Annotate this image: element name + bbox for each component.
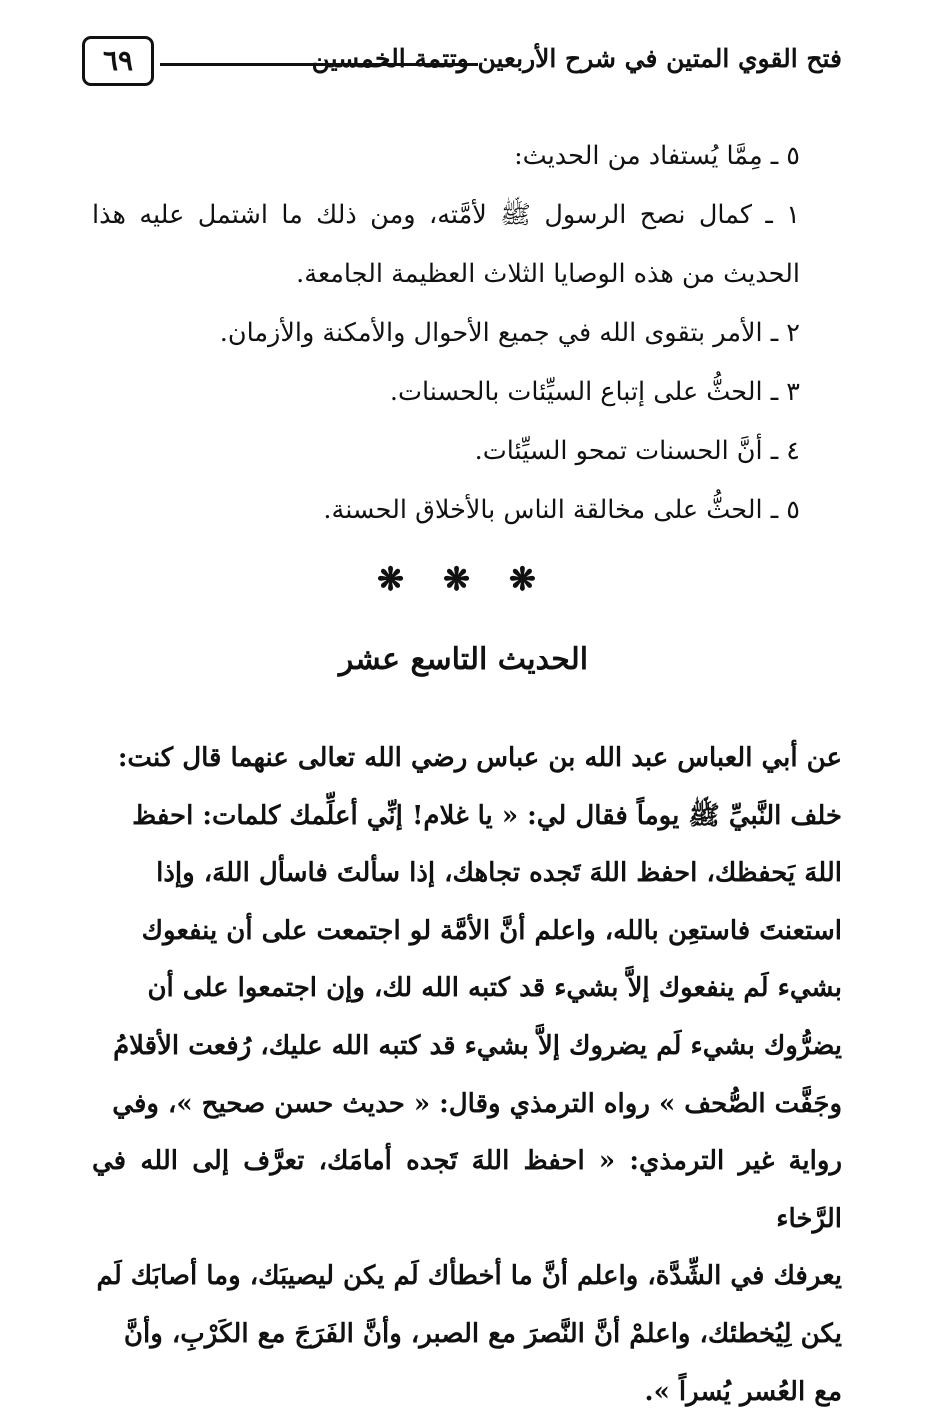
benefit-item-4: ٤ ـ أنَّ الحسنات تمحو السيِّئات. (474, 436, 800, 466)
benefit-item-5: ٥ ـ الحثُّ على مخالقة الناس بالأخلاق الحسنة. (323, 495, 800, 525)
hadith-line: وجَفَّت الصُّحف » رواه الترمذي وقال: « حديث حسن صحيح »، وفي (112, 1088, 842, 1119)
book-title: فتح القوي المتين في شرح الأربعين وتتمة الخمسين (311, 44, 842, 73)
hadith-line: يعرفك في الشِّدَّة، واعلم أنَّ ما أخطأك لَم يكن ليصيبَك، وما أصابَك لَم (96, 1261, 842, 1292)
running-header (82, 36, 842, 92)
hadith-line: استعنتَ فاستعِن بالله، واعلم أنَّ الأمَّة لو اجتمعت على أن ينفعوك (141, 915, 842, 946)
hadith-text (92, 730, 842, 1421)
hadith-line: يضرُّوك بشيء لَم يضروك إلاَّ بشيء قد كتبه الله عليك، رُفعت الأقلامُ (113, 1030, 842, 1061)
hadith-line: عن أبي العباس عبد الله بن عباس رضي الله تعالى عنهما قال كنت: (117, 743, 842, 773)
hadith-line: خلف النَّبيِّ ﷺ يوماً فقال لي: « يا غلام! إنِّي أعلِّمك كلمات: احفظ (132, 800, 842, 831)
benefits-section (92, 127, 842, 540)
benefit-item-1: ١ ـ كمال نصح الرسول ﷺ لأمَّته، ومن ذلك ما اشتمل عليه هذا الحديث من هذه الوصايا الثلاث العظيمة الجامعة. (92, 200, 800, 289)
section-divider-asterisks: ❋ ❋ ❋ (377, 560, 550, 598)
benefit-item-3: ٣ ـ الحثُّ على إتباع السيِّئات بالحسنات. (389, 377, 800, 407)
hadith-line: يكن لِيُخطئك، واعلمْ أنَّ النَّصرَ مع الصبر، وأنَّ الفَرَجَ مع الكَرْبِ، وأنَّ (123, 1318, 842, 1349)
hadith-line: رواية غير الترمذي: « احفظ اللهَ تَجده أمامَك، تعرَّف إلى الله في الرَّخاء (92, 1146, 842, 1234)
page-number: ٦٩ (102, 44, 134, 77)
hadith-line: مع العُسر يُسراً ». (644, 1376, 842, 1407)
page-number-box (82, 36, 154, 86)
hadith-line: بشيء لَم ينفعوك إلاَّ بشيء قد كتبه الله لك، وإن اجتمعوا على أن (147, 973, 842, 1004)
benefits-heading: ٥ ـ مِمَّا يُستفاد من الحديث: (514, 141, 800, 171)
hadith-line: اللهَ يَحفظك، احفظ اللهَ تَجده تجاهك، إذا سألتَ فاسأل اللهَ، وإذا (156, 858, 842, 889)
benefit-item-2: ٢ ـ الأمر بتقوى الله في جميع الأحوال والأمكنة والأزمان. (219, 318, 800, 348)
hadith-title: الحديث التاسع عشر (338, 642, 589, 677)
